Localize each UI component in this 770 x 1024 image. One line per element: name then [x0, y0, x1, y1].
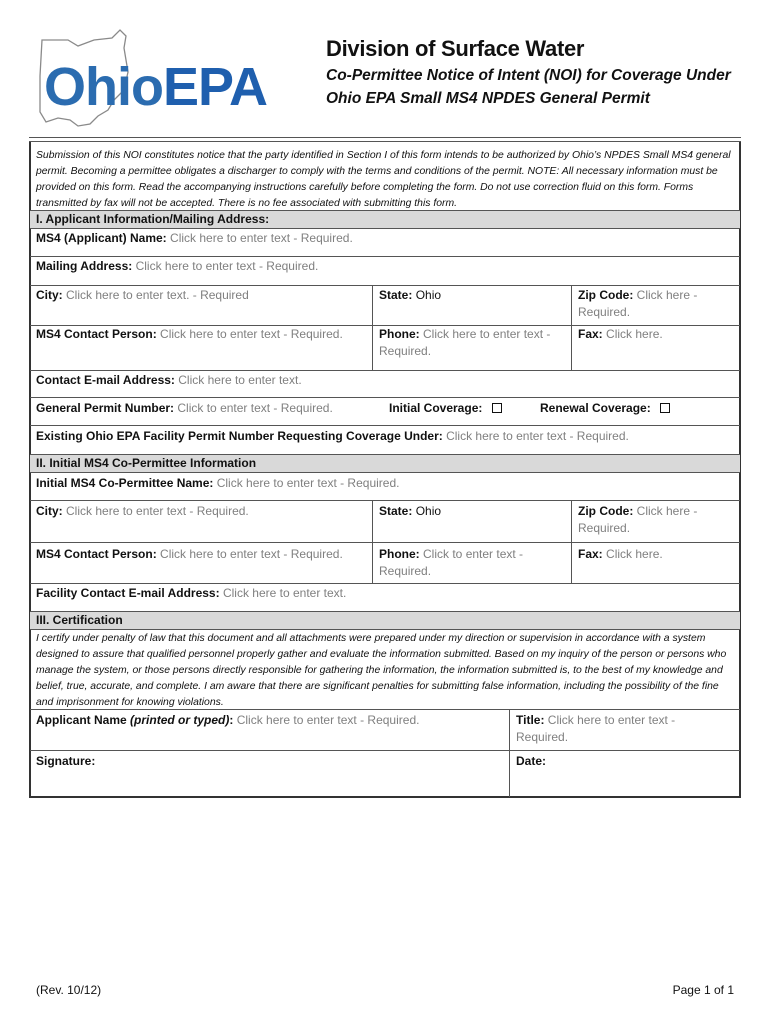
state-label: State:	[379, 504, 413, 518]
column-divider	[372, 500, 373, 583]
renewal-coverage-checkbox[interactable]	[660, 403, 670, 413]
section-3-heading: III. Certification	[30, 611, 740, 630]
column-divider	[571, 500, 572, 583]
contact-person-input[interactable]: Click here to enter text - Required.	[160, 327, 343, 341]
divider	[30, 425, 740, 426]
date-label: Date:	[516, 754, 547, 768]
page-subtitle	[326, 64, 756, 110]
divider	[30, 256, 740, 257]
applicant-name-input[interactable]: Click here to enter text - Required.	[236, 713, 420, 727]
state-field[interactable]	[379, 287, 441, 304]
title-label: Title:	[516, 713, 545, 727]
ohio-epa-logo	[34, 26, 294, 132]
logo-epa: EPA	[162, 57, 268, 117]
divider	[30, 583, 740, 584]
ms4-name-field[interactable]	[36, 230, 353, 247]
fax-input[interactable]: Click here.	[606, 327, 663, 341]
title-input-cont[interactable]: Required.	[516, 730, 569, 744]
contact-person-field[interactable]	[36, 326, 343, 343]
existing-permit-label: Existing Ohio EPA Facility Permit Number Requesting Coverage Under:	[36, 429, 443, 443]
city-label: City:	[36, 504, 63, 518]
general-permit-input[interactable]: Click to enter text - Required.	[177, 401, 333, 415]
fax-input[interactable]: Click here.	[606, 547, 663, 561]
city-field[interactable]	[36, 287, 249, 304]
column-divider	[372, 285, 373, 370]
column-divider	[509, 709, 510, 797]
initial-coverage-field[interactable]	[389, 400, 502, 417]
city-input[interactable]: Click here to enter text. - Required	[66, 288, 249, 302]
zip-field-2[interactable]	[578, 503, 738, 537]
phone-input[interactable]: Click to enter text -	[423, 547, 524, 561]
zip-label: Zip Code:	[578, 504, 634, 518]
certification-text: I certify under penalty of law that this document and all attachments were prepared under my direction or supervision in accordance with a system designed to assure that qualified personnel properly gather and evaluate the information submitted. Based on my inquiry of the person or persons who manage the system, or those persons directly responsible for gathering the information, the information submitted is, to the best of my knowledge and belief, true, accurate, and complete. I am aware that there are significant penalties for submitting false information, including the possibility of the fine and imprisonment for knowing violations.	[36, 633, 727, 708]
co-permittee-name-field[interactable]	[36, 475, 399, 492]
contact-email-input[interactable]: Click here to enter text.	[178, 373, 302, 387]
zip-input-cont[interactable]: Required.	[578, 305, 631, 319]
general-permit-label: General Permit Number:	[36, 401, 175, 415]
divider	[30, 709, 740, 710]
general-permit-field[interactable]	[36, 400, 333, 417]
logo-wordmark	[44, 57, 268, 117]
contact-person-label: MS4 Contact Person:	[36, 327, 157, 341]
divider	[30, 750, 740, 751]
co-permittee-name-input[interactable]: Click here to enter text - Required.	[216, 476, 400, 490]
mailing-address-field[interactable]	[36, 258, 318, 275]
existing-permit-field[interactable]	[36, 428, 629, 445]
divider	[30, 285, 740, 286]
city-field-2[interactable]	[36, 503, 249, 520]
phone-label: Phone:	[379, 327, 420, 341]
header-rule-top	[29, 137, 741, 138]
facility-email-label: Facility Contact E-mail Address:	[36, 586, 220, 600]
subtitle-line-1: Co-Permittee Notice of Intent (NOI) for Coverage Under	[326, 67, 731, 84]
fax-field[interactable]	[578, 326, 663, 343]
applicant-name-label-c: :	[229, 713, 234, 727]
zip-input[interactable]: Click here -	[636, 504, 698, 518]
divider	[30, 500, 740, 501]
applicant-name-field[interactable]	[36, 712, 419, 729]
zip-input[interactable]: Click here -	[636, 288, 698, 302]
applicant-name-label-a: Applicant Name	[36, 713, 131, 727]
column-divider	[571, 285, 572, 370]
contact-person-input[interactable]: Click here to enter text - Required.	[160, 547, 343, 561]
applicant-name-label-b: (printed or typed)	[130, 713, 230, 727]
page-title: Division of Surface Water	[326, 36, 585, 61]
state-field-2[interactable]	[379, 503, 441, 520]
mailing-address-input[interactable]: Click here to enter text - Required.	[135, 259, 319, 273]
section-2-heading: II. Initial MS4 Co-Permittee Information	[30, 454, 740, 473]
zip-label: Zip Code:	[578, 288, 634, 302]
applicant-name-label	[36, 713, 233, 727]
revision-label: (Rev. 10/12)	[36, 983, 102, 997]
state-value[interactable]: Ohio	[415, 504, 442, 518]
divider	[30, 397, 740, 398]
signature-field[interactable]	[36, 753, 95, 770]
mailing-address-label: Mailing Address:	[36, 259, 133, 273]
ms4-name-input[interactable]: Click here to enter text - Required.	[170, 231, 353, 245]
logo-ohio: Ohio	[44, 57, 163, 117]
phone-label: Phone:	[379, 547, 420, 561]
divider	[30, 542, 740, 543]
phone-input-cont[interactable]: Required.	[379, 564, 432, 578]
zip-field[interactable]	[578, 287, 738, 321]
title-input[interactable]: Click here to enter text -	[547, 713, 676, 727]
initial-coverage-checkbox[interactable]	[492, 403, 502, 413]
divider	[30, 370, 740, 371]
renewal-coverage-field[interactable]	[540, 400, 670, 417]
state-value[interactable]: Ohio	[415, 288, 442, 302]
phone-field[interactable]	[379, 326, 575, 360]
fax-label: Fax:	[578, 327, 603, 341]
contact-email-label: Contact E-mail Address:	[36, 373, 175, 387]
section-1-heading: I. Applicant Information/Mailing Address:	[30, 210, 740, 229]
city-label: City:	[36, 288, 63, 302]
contact-email-field[interactable]	[36, 372, 302, 389]
fax-label: Fax:	[578, 547, 603, 561]
subtitle-line-2: Ohio EPA Small MS4 NPDES General Permit	[326, 90, 650, 107]
ms4-name-label: MS4 (Applicant) Name:	[36, 231, 167, 245]
renewal-coverage-label: Renewal Coverage:	[540, 401, 651, 415]
contact-person-label: MS4 Contact Person:	[36, 547, 157, 561]
title-field[interactable]	[516, 712, 736, 746]
state-label: State:	[379, 288, 413, 302]
date-field[interactable]	[516, 753, 546, 770]
page-number: Page 1 of 1	[672, 983, 734, 997]
facility-email-field[interactable]	[36, 585, 346, 602]
phone-input[interactable]: Click here to enter text -	[423, 327, 551, 341]
contact-person-field-2[interactable]	[36, 546, 343, 563]
fax-field-2[interactable]	[578, 546, 663, 563]
intro-notice: Submission of this NOI constitutes notice that the party identified in Section I of this form intends to be authorized by Ohio’s NPDES Small MS4 general permit. Becoming a permittee obligates a discharger to comply with the terms and conditions of the permit. NOTE: All necessary information must be provided on this form. Read the accompanying instructions carefully before completing the form. Do not use correction fluid on this form. Forms transmitted by fax will not be accepted. There is no fee associated with submitting this form.	[36, 150, 731, 209]
phone-input-cont[interactable]: Required.	[379, 344, 432, 358]
existing-permit-input[interactable]: Click here to enter text - Required.	[446, 429, 629, 443]
facility-email-input[interactable]: Click here to enter text.	[222, 586, 347, 600]
signature-label: Signature:	[36, 754, 96, 768]
co-permittee-name-label: Initial MS4 Co-Permittee Name:	[36, 476, 214, 490]
initial-coverage-label: Initial Coverage:	[389, 401, 483, 415]
city-input[interactable]: Click here to enter text - Required.	[66, 504, 249, 518]
phone-field-2[interactable]	[379, 546, 575, 580]
zip-input-cont[interactable]: Required.	[578, 521, 631, 535]
